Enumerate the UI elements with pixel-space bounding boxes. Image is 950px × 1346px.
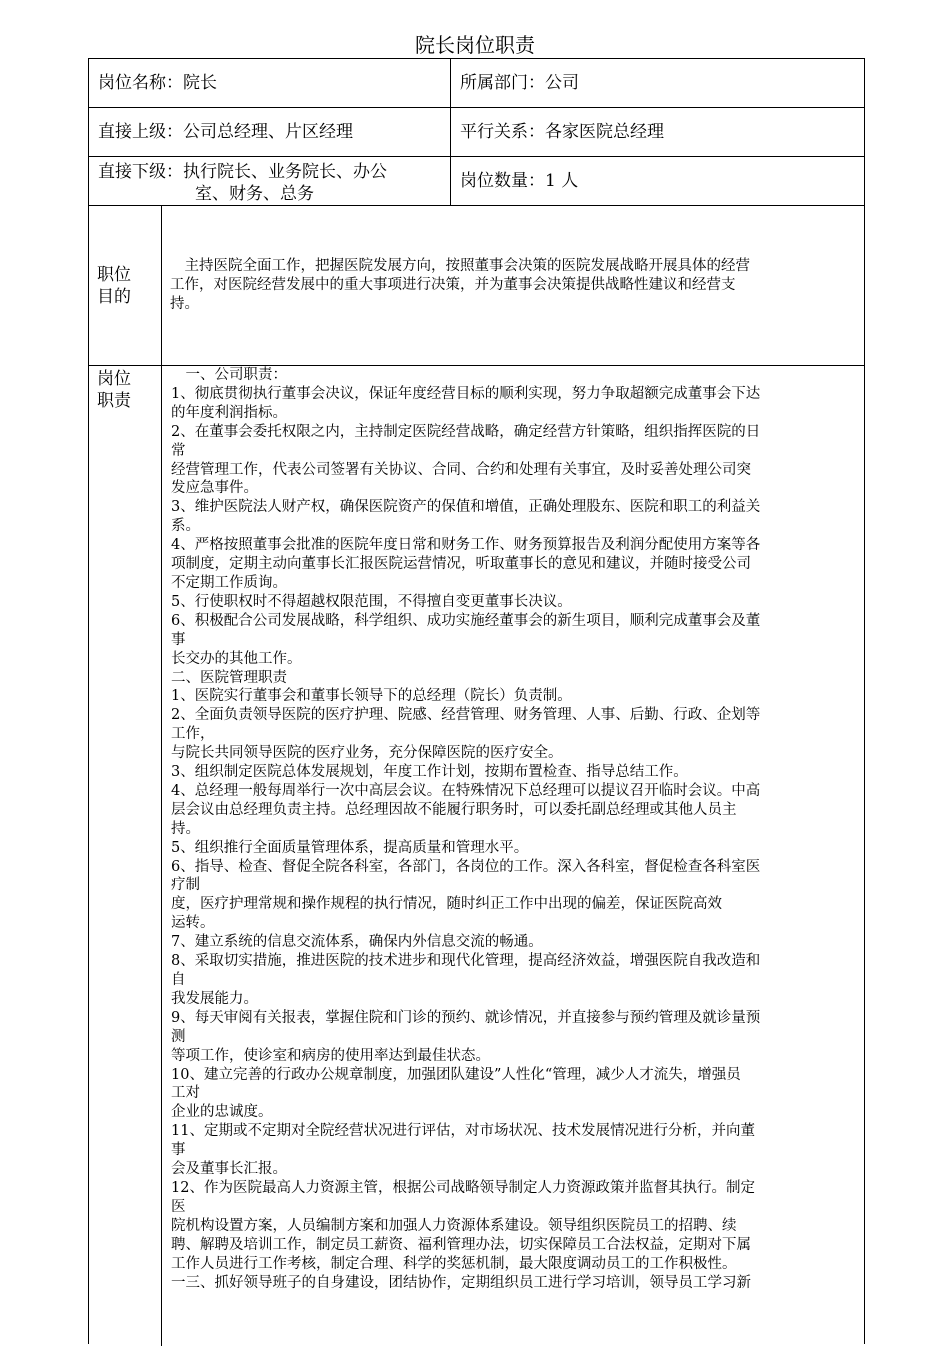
duty-line: 系。 — [171, 518, 200, 535]
duty-line: 2、在董事会委托权限之内，主持制定医院经营战略，确定经营方针策略，组织指挥医院的日 — [171, 423, 761, 440]
duty-line: 会及董事长汇报。 — [171, 1161, 287, 1178]
duty-line: 与院长共同领导医院的医疗业务，充分保障医院的医疗安全。 — [171, 745, 563, 762]
duty-line: 4、总经理一般每周举行一次中高层会议。在特殊情况下总经理可以提议召开临时会议。中高 — [171, 782, 761, 799]
duty-line: 事 — [171, 1142, 186, 1159]
duty-line: 7、建立系统的信息交流体系，确保内外信息交流的畅通。 — [171, 934, 543, 951]
purpose-line: 主持医院全面工作，把握医院发展方向，按照董事会决策的医院发展战略开展具体的经营 — [170, 258, 750, 274]
job-description-table — [88, 58, 865, 1344]
duty-line: 3、维护医院法人财产权，确保医院资产的保值和增值，正确处理股东、医院和职工的利益关 — [171, 499, 761, 516]
duty-line: 项制度，定期主动向董事长汇报医院运营情况，听取董事长的意见和建议，并随时接受公司 — [171, 556, 751, 573]
duty-line: 12、作为医院最高人力资源主管，根据公司战略领导制定人力资源政策并监督其执行。制定 — [171, 1179, 755, 1196]
table-row — [89, 206, 864, 366]
duty-line: 6、指导、检查、督促全院各科室，各部门，各岗位的工作。深入各科室，督促检查各科室医 — [171, 858, 761, 875]
duty-line: 事 — [171, 631, 186, 648]
purpose-line: 工作，对医院经营发展中的重大事项进行决策，并为董事会决策提供战略性建议和经营支 — [170, 277, 736, 293]
duty-line: 一三、抓好领导班子的自身建设，团结协作，定期组织员工进行学习培训，领导员工学习新 — [171, 1274, 751, 1291]
purpose-label: 目的 — [97, 287, 131, 307]
duty-line: 自 — [171, 972, 186, 988]
duty-line: 一、公司职责： — [171, 367, 287, 383]
subordinate-cell — [89, 157, 450, 205]
duty-line: 3、组织制定医院总体发展规划，年度工作计划，按期布置检查、指导总结工作。 — [171, 764, 688, 781]
duties-label-cell — [89, 366, 161, 1346]
superior-cell: 直接上级：公司总经理、片区经理 — [98, 122, 353, 142]
page-title: 院长岗位职责 — [415, 33, 535, 57]
purpose-line: 持。 — [170, 296, 199, 312]
duty-line: 持。 — [171, 820, 200, 837]
subordinate-line: 室、财务、总务 — [195, 184, 314, 204]
duty-line: 4、严格按照董事会批准的医院年度日常和财务工作、财务预算报告及利润分配使用方案等各 — [171, 537, 761, 554]
duty-line: 我发展能力。 — [171, 990, 258, 1007]
duty-line: 企业的忠诚度。 — [171, 1104, 273, 1121]
duty-line: 经营管理工作，代表公司签署有关协议、合同、合约和处理有关事宜，及时妥善处理公司突 — [171, 461, 751, 478]
duty-line: 等项工作，使诊室和病房的使用率达到最佳状态。 — [171, 1047, 490, 1064]
duties-text — [171, 366, 861, 1292]
duty-line: 聘、解聘及培训工作，制定员工薪资、福利管理办法，切实保障员工合法权益，定期对下属 — [171, 1236, 751, 1253]
headcount-cell: 岗位数量：1 人 — [450, 157, 864, 205]
duty-line: 8、采取切实措施，推进医院的技术进步和现代化管理，提高经济效益，增强医院自我改造和 — [171, 953, 761, 970]
duties-body-cell — [161, 366, 864, 1346]
parallel-relation-cell: 平行关系：各家医院总经理 — [450, 108, 864, 156]
duty-line: 工作人员进行工作考核，制定合理、科学的奖惩机制，最大限度调动员工的工作积极性。 — [171, 1255, 737, 1272]
table-row — [89, 59, 864, 108]
duty-line: 的年度利润指标。 — [171, 404, 287, 421]
table-row — [89, 366, 864, 1346]
position-name-cell: 岗位名称：院长 — [98, 73, 217, 93]
duty-line: 长交办的其他工作。 — [171, 650, 302, 667]
table-row — [89, 157, 864, 206]
duty-line: 发应急事件。 — [171, 480, 258, 497]
duty-line: 10、建立完善的行政办公规章制度，加强团队建设”人性化“管理，减少人才流失，增强员 — [171, 1066, 741, 1083]
duties-label: 岗位 — [97, 369, 131, 389]
duty-line: 测 — [171, 1028, 186, 1045]
table-row — [89, 108, 864, 157]
duty-line: 医 — [171, 1198, 186, 1215]
duty-line: 工作， — [171, 726, 215, 743]
duty-line: 度，医疗护理常规和操作规程的执行情况，随时纠正工作中出现的偏差，保证医院高效 — [171, 896, 722, 913]
duty-line: 5、行使职权时不得超越权限范围，不得擅自变更董事长决议。 — [171, 593, 572, 610]
duty-line: 不定期工作质询。 — [171, 574, 287, 591]
duty-line: 常 — [171, 442, 186, 459]
duty-line: 1、彻底贯彻执行董事会决议，保证年度经营目标的顺利实现，努力争取超额完成董事会下达 — [171, 385, 761, 402]
duty-line: 6、积极配合公司发展战略，科学组织、成功实施经董事会的新生项目，顺利完成董事会及董 — [171, 612, 761, 629]
duty-line: 院机构设置方案，人员编制方案和加强人力资源体系建设。领导组织医院员工的招聘、续 — [171, 1217, 737, 1234]
duty-line: 工对 — [171, 1085, 200, 1102]
duty-line: 9、每天审阅有关报表，掌握住院和门诊的预约、就诊情况，并直接参与预约管理及就诊量预 — [171, 1009, 761, 1026]
duties-label: 职责 — [97, 391, 131, 411]
purpose-text — [170, 257, 850, 314]
duty-line: 1、医院实行董事会和董事长领导下的总经理（院长）负责制。 — [171, 688, 572, 705]
duty-line: 运转。 — [171, 915, 215, 932]
subordinate-line: 直接下级：执行院长、业务院长、办公 — [98, 162, 387, 182]
purpose-label-cell — [89, 206, 161, 365]
duty-line: 11、定期或不定期对全院经营状况进行评估，对市场状况、技术发展情况进行分析，并向董 — [171, 1123, 755, 1140]
duty-line: 2、全面负责领导医院的医疗护理、院感、经营管理、财务管理、人事、后勤、行政、企划等 — [171, 707, 761, 724]
duty-line: 5、组织推行全面质量管理体系，提高质量和管理水平。 — [171, 839, 529, 856]
purpose-body-cell — [161, 206, 864, 365]
duty-line: 二、医院管理职责 — [171, 669, 287, 686]
department-cell: 所属部门：公司 — [450, 59, 864, 107]
duty-line: 疗制 — [171, 877, 200, 894]
purpose-label: 职位 — [97, 265, 131, 285]
duty-line: 层会议由总经理负责主持。总经理因故不能履行职务时，可以委托副总经理或其他人员主 — [171, 801, 737, 818]
